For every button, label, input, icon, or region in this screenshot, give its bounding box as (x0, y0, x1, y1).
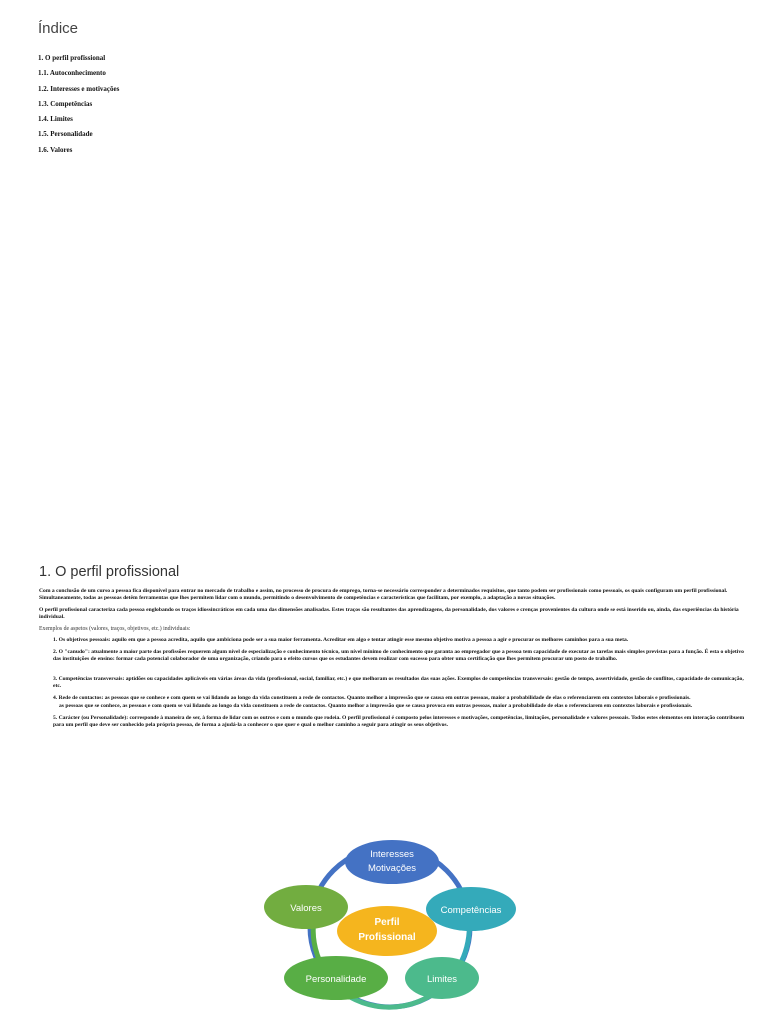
competencias-label: Competências (440, 905, 502, 916)
index-title: Índice (38, 20, 79, 37)
paragraph: O perfil profissional caracteriza cada pessoa englobando os traços idiossincráticos em cada uma das dimensões analisadas. Estes traços são resultantes das aprendizagens, da personalidade, dos valores e crenças provenientes da cultura onde se está inserido ou, ainda, das experiências da história individual. (39, 606, 739, 621)
list-item-text: 5. Carácter (ou Personalidade): corresponde à maneira de ser, à forma de lidar com os outros e com o mundo que rodeia. O perfil profissional é composto pelos interesses e motivações, competências, limitações, personalidade e valores pessoais. Todos estes elementos em interação contribuem para um perfil que deve ser conhecido pela própria pessoa, de forma a ajudá-la a conhecer o que quer e qual o melhor caminho a seguir para atingir os seus objetivos. (53, 714, 745, 729)
list-item (53, 649, 745, 664)
list-item (53, 676, 745, 691)
center-label-2: Profissional (358, 932, 416, 943)
toc-item[interactable]: 1.1. Autoconhecimento (38, 69, 106, 78)
examples-label: Exemplos de aspetos (valores, traços, objetivos, etc.) individuais: (39, 625, 191, 632)
section-body (39, 588, 745, 734)
center-label-1: Perfil (374, 917, 400, 928)
list-item-text: 2. O "canudo": atualmente a maior parte das profissões requerem algum nível de especialização e conhecimento técnico, um nível mínimo de conhecimento que garanta ao empregador que a pessoa tem capacidade de executar as tarefas mais simples previstas para a função. É esta o objetivo das instituições de ensino: formar cada potencial colaborador de uma organização, criando para o efeito cursos que os estudantes devem realizar com sucesso para obter uma certificação que lhes permitem procurar um posto de trabalho. (53, 649, 744, 663)
personalidade-label: Personalidade (305, 974, 367, 985)
list-item (53, 695, 745, 710)
toc-item[interactable]: 1.2. Interesses e motivações (38, 84, 120, 93)
list-item (53, 715, 745, 730)
list-item-text: 3. Competências transversais: aptidões ou capacidades aplicáveis em várias áreas da vida (profissional, social, familiar, etc.) e que melhoram os resultados das suas ações. Exemplos de competências transversais: gestão de tempo, assertividade, gestão de conflitos, capacidade de comunicação, etc. (53, 675, 744, 690)
list-item-text: 1. Os objetivos pessoais: aquilo em que a pessoa acredita, aquilo que ambiciona pode ser a sua maior ferramenta. Acreditar em algo e tentar atingir esse mesmo objetivo motiva a pessoa a agir e procurar os melhores caminhos para a sua meta. (53, 637, 629, 644)
toc-item[interactable]: 1. O perfil profissional (38, 54, 106, 62)
toc-item[interactable]: 1.5. Personalidade (38, 130, 93, 139)
toc-item[interactable]: 1.4. Limites (38, 115, 73, 124)
node-interesses (345, 840, 439, 884)
node-valores (264, 885, 348, 929)
node-competencias (426, 887, 516, 931)
toc-item[interactable]: 1.3. Competências (38, 99, 93, 108)
list-item-text: 4. Rede de contactos: as pessoas que se conhece e com quem se vai lidando ao longo da vida constituem a rede de contactos. Quanto melhor a impressão que se causa em outras pessoas, maior a probabilidade de elas o referenciarem em contextos laborais e profissionais. (53, 695, 691, 702)
profile-diagram (260, 833, 524, 1015)
paragraph: Com a conclusão de um curso a pessoa fica disponível para entrar no mercado de trabalho e assim, no processo de procura de emprego, torna-se necessário corresponder a determinados requisitos, que tanto podem ser profissionais como pessoais, os quais configuram um perfil profissional. Simultaneamente, todas as pessoas detêm ferramentas que lhes permitem lidar com o mundo, permitindo o desenvolvimento de competências e características que facilitam, por exemplo, a adaptação a novas situações. (39, 588, 728, 602)
list-item-subtext: as pessoas que se conhece, as pessoas e com quem se vai lidando ao longo da vida constituem a rede de contactos. Quanto melhor a impressão que se causa provoca em outras pessoas, maior a probabilidade de elas o referenciarem em contextos laborais e profissionais. (59, 702, 693, 709)
toc-item[interactable]: 1.6. Valores (38, 145, 73, 154)
node-center (337, 906, 437, 956)
examples-list (39, 637, 745, 729)
valores-label: Valores (290, 903, 322, 914)
node-limites (405, 957, 479, 999)
table-of-contents (38, 51, 119, 158)
limites-label: Limites (426, 974, 458, 985)
interesses-label-2: Motivações (367, 863, 417, 874)
node-personalidade (284, 956, 388, 1000)
interesses-label-1: Interesses (370, 849, 414, 860)
list-item (53, 637, 745, 644)
section-title: 1. O perfil profissional (39, 564, 180, 580)
